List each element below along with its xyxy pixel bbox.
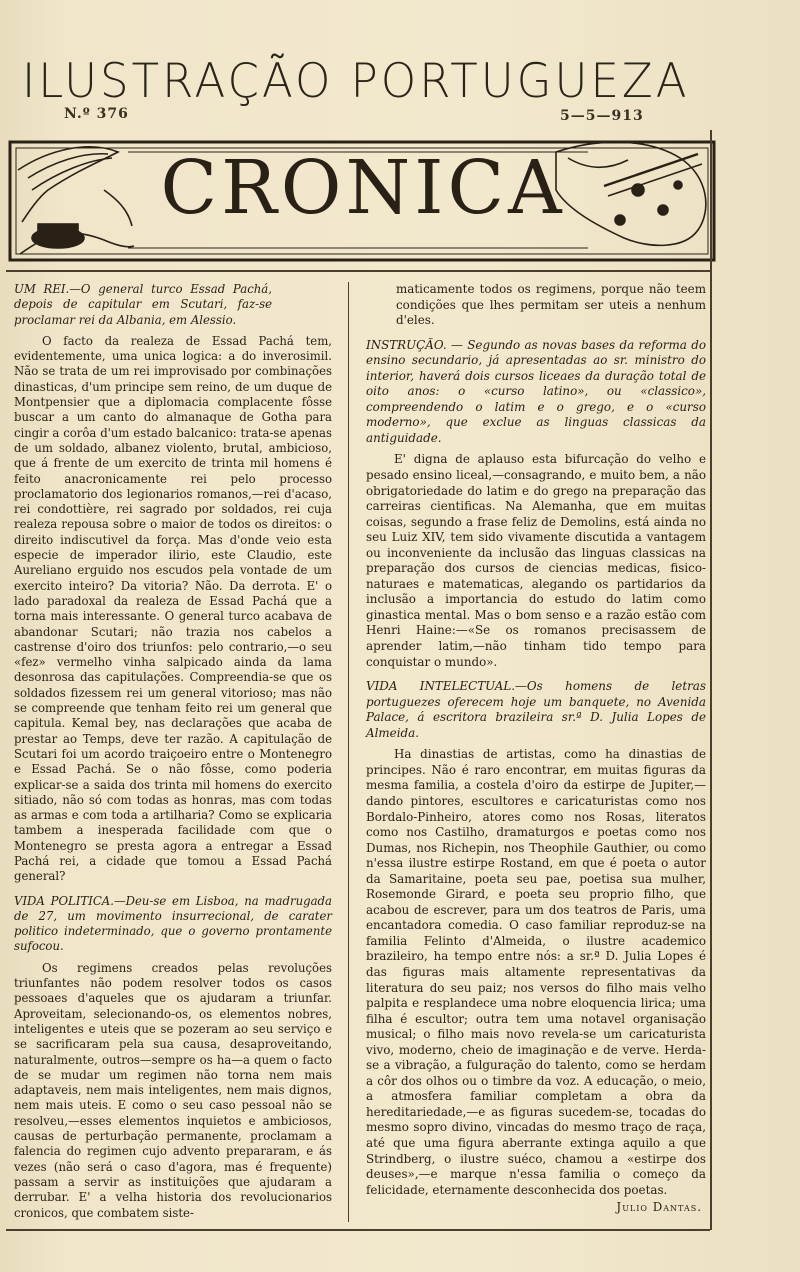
cronica-banner <box>8 130 716 264</box>
paragraph-vida-politica: Os regimens creados pelas revoluções triunfantes não podem resolver todos os casos pessoaes d'aqueles que os ajudaram a triunfar. Aproveitam, selecionando-os, os elementos nobres, inteligentes e uteis que se pozeram ao seu serviço e se sacrificaram pela sua causa, desaproveitando, naturalmente, outros—sempre os ha—a quem o facto de se mudar um regimen não torna nem mais adaptaveis, nem mais inteligentes, nem mais dignos, nem mais uteis. E como o seu caso pessoal não se resolveu,—esses elementos inquietos e ambiciosos, causas de perturbação permanente, proclamam a falencia do regimen cujo advento prepararam, e ás vezes (não será o caso d'agora, mas é frequente) passam a servir as instituições que ajudaram a derrubar. E' a velha historia dos revolucionarios cronicos, que combatem siste- <box>14 960 332 1220</box>
section-heading-instrucao: INSTRUÇÃO. — Segundo as novas bases da reforma do ensino secundario, já apresentadas ao sr. ministro do interior, haverá dois cursos liceaes da duração total de oito anos: o «curso latino», ou «classico», compreendendo o latim e o grego, e o «curso moderno», que exclue as linguas classicas da antiguidade. <box>366 337 706 445</box>
right-column <box>366 282 706 1216</box>
column-divider <box>348 282 349 1222</box>
paragraph-continuation: maticamente todos os regimens, porque não teem condições que lhes permitam ser uteis a nenhum d'eles. <box>396 282 706 328</box>
paragraph-instrucao: E' digna de aplauso esta bifurcação do velho e pesado ensino liceal,—consagrando, e muito bem, a não obrigatoriedade do latim e do grego na preparação das carreiras cientificas. Na Alemanha, que em muitas coisas, segundo a frase feliz de Demolins, está ainda no seu Luiz XIV, tem sido vivamente discutida a vantagem ou inconveniente da inclusão das linguas classicas na preparação dos cursos de ciencias medicas, fisico-naturaes e matematicas, alegando os partidarios da inclusão a importancia do estudo do latim como ginastica mental. Mas o bom senso e a razão estão com Henri Haine:—«Se os romanos precisassem de aprender latim,—não tinham tido tempo para conquistar o mundo». <box>366 452 706 669</box>
masthead-title: ILUSTRAÇÃO PORTUGUEZA <box>22 52 690 109</box>
author-signature: Julio Dantas. <box>616 1200 702 1215</box>
section-heading-vida-intelectual: VIDA INTELECTUAL.—Os homens de letras portuguezes oferecem hoje um banquete, no Avenida Palace, á escritora brazileira sr.ª D. Julia Lopes de Almeida. <box>366 679 706 740</box>
left-column <box>14 282 332 1221</box>
issue-date: 5—5—913 <box>560 108 644 124</box>
paragraph-um-rei: O facto da realeza de Essad Pachá tem, evidentemente, uma unica logica: a do inverosimil. Não se trata de um rei improvisado por combinações dinasticas, d'um principe sem reino, de um duque de Montpensier que a diplomacia complacente fôsse buscar a um canto do almanaque de Gotha para cingir a corôa d'um estado balcanico: trata-se apenas de um soldado, albanez violento, brutal, ambicioso, que á frente de um exercito de trinta mil homens é feito anacronicamente rei pelo processo proclamatorio dos legionarios romanos,—rei d'acaso, rei condottière, rei sagrado por soldados, rei cuja realeza repousa sobre o maior de todos os direitos: o direito indiscutivel da força. Mas d'onde veio esta especie de imperador ilirio, este Claudio, este Aureliano erguido nos escudos pela vontade de um exercito inteiro? Da vitoria? Não. Da derrota. E' o lado paradoxal da realeza de Essad Pachá que a torna mais interessante. O general turco acabava de abandonar Scutari; não trazia nos cabelos a castrense d'oiro dos triunfos: pelo contrario,—o seu «fez» vermelho vinha salpicado ainda da lama desonrosa das capitulações. Compreendia-se que os soldados fizessem rei um general vitorioso; mas não se compreende que tenham feito rei um general que capitula. Kemal bey, nas declarações que acaba de prestar ao Temps, deve ter razão. A capitulação de Scutari foi um acordo traiçoeiro entre o Montenegro e Essad Pachá. Se o não fôsse, como poderia explicar-se a saida dos trinta mil homens do exercito sitiado, não só com todas as honras, mas com todas as armas e com toda a artilharia? Como se explicaria tambem a inesperada facilidade com que o Montenegro se presta agora a entregar a Essad Pachá rei, a cidade que tomou a Essad Pachá general? <box>14 333 332 884</box>
section-title: CRONICA <box>160 145 566 231</box>
issue-number: N.º 376 <box>64 106 129 122</box>
section-heading-vida-politica: VIDA POLITICA.—Deu-se em Lisboa, na madrugada de 27, um movimento insurrecional, de carater politico indeterminado, que o governo prontamente sufocou. <box>14 893 332 954</box>
column-frame-top <box>6 270 710 272</box>
paragraph-vida-intelectual: Ha dinastias de artistas, como ha dinastias de principes. Não é raro encontrar, em muitas figuras da mesma familia, a costela d'oiro da estirpe de Jupiter,—dando pintores, escultores e caricaturistas como nos Bordalo-Pinheiro, atores como nos Rosas, literatos como nos Castilho, dramaturgos e poetas como nos Dumas, nos Richepin, nos Theophile Gauthier, ou como n'essa ilustre estirpe Rostand, em que é poeta o autor da Samaritaine, poeta seu pae, poetisa sua mulher, Rosemonde Girard, e poeta seu proprio filho, que acabou de escrever, para um dos teatros de Paris, uma encantadora comedia. O caso familiar reproduz-se na familia Felinto d'Almeida, o ilustre academico brazileiro, ha tempo entre nós: a sr.ª D. Julia Lopes é das figuras mais altamente representativas da literatura do seu paiz; nos versos do filho mais velho palpita e resplandece uma nobre eloquencia lirica; uma filha é escultor; outra tem uma notavel organisação musical; o filho mais novo revela-se um caricaturista vivo, moderno, cheio de imaginação e de verve. Herda-se a vibração, a fulguração do talento, como se herdam a côr dos olhos ou o timbre da voz. A educação, o meio, a atmosfera familiar completam a obra da hereditariedade,—e as figuras sucedem-se, tocadas do mesmo sopro divino, vincadas do mesmo traço de raça, até que uma figura aberrante extinga aquilo a que Strindberg, o ilustre suéco, chamou a «estirpe dos deuses»,—e marque n'essa familia o começo da felicidade, eternamente desconhecida dos poetas. <box>366 747 706 1197</box>
section-heading-um-rei: UM REI.—O general turco Essad Pachá, depois de capitular em Scutari, faz-se proclamar rei da Albania, em Alessio. <box>14 282 272 327</box>
quill-inkwell-icon <box>18 147 134 254</box>
column-frame-bottom <box>6 1229 710 1231</box>
column-frame-right <box>710 130 712 1230</box>
